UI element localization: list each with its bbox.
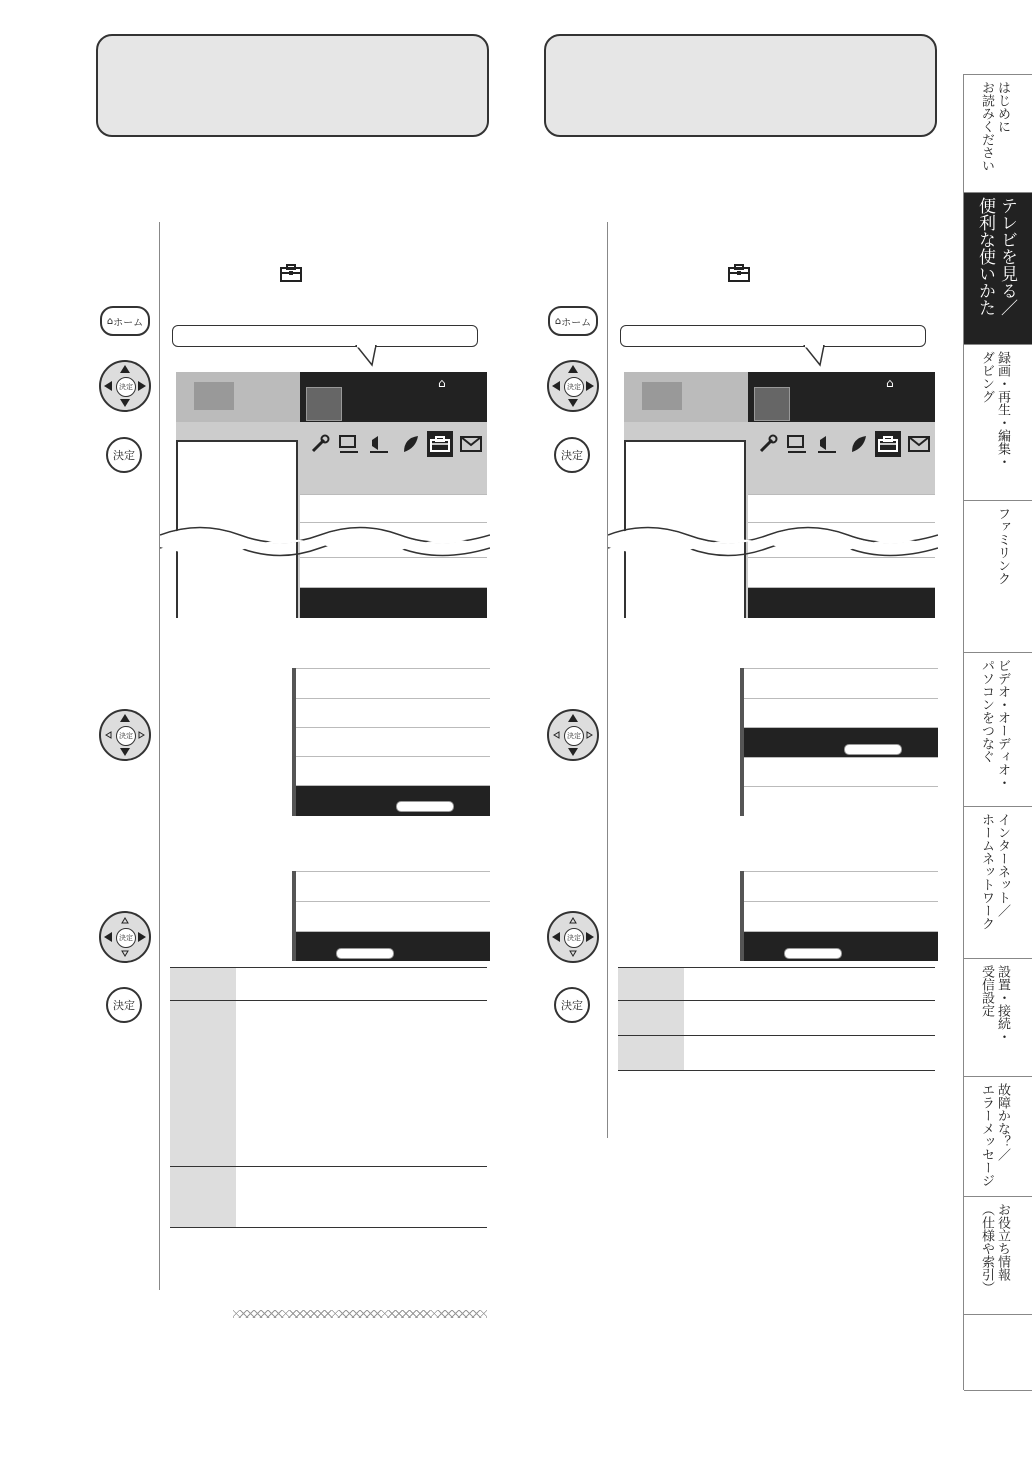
- callout-tail: [354, 345, 378, 367]
- list-item[interactable]: [744, 786, 938, 816]
- list-item[interactable]: [744, 871, 938, 902]
- settings-thumb: [306, 387, 342, 421]
- home-icon: ⌂: [106, 315, 114, 327]
- side-tab-blank: [964, 1314, 1032, 1391]
- menu-row-selected[interactable]: [748, 587, 935, 618]
- table-row-header: [618, 1036, 684, 1070]
- home-button[interactable]: ⌂ ホーム: [548, 306, 598, 336]
- value-pill: [396, 801, 454, 812]
- value-pill: [844, 744, 902, 755]
- left-step-divider: [159, 222, 160, 1290]
- table-row-header: [170, 1001, 236, 1166]
- leaf-icon: [848, 434, 868, 454]
- side-tab-video-audio[interactable]: ビデオ・オーディオ・ パソコンをつなぐ: [964, 652, 1032, 807]
- side-tab-famirink[interactable]: ファミリンク: [964, 500, 1032, 653]
- list-item-selected[interactable]: [744, 931, 938, 961]
- list-item-selected[interactable]: [296, 931, 490, 961]
- dpad-center[interactable]: 決定: [116, 377, 136, 397]
- option-list-1: [292, 668, 490, 816]
- wrench-icon: [310, 434, 330, 454]
- toolbox-icon: [430, 436, 450, 452]
- callout-tail: [802, 345, 826, 367]
- network-thumb: [642, 382, 682, 410]
- wrench-icon: [758, 434, 778, 454]
- wave-break: [608, 520, 938, 560]
- dpad-arrows-icon: [549, 711, 597, 759]
- dpad-center[interactable]: 決定: [116, 726, 136, 746]
- list-item[interactable]: [744, 901, 938, 932]
- home-button[interactable]: ⌂ ホーム: [100, 306, 150, 336]
- dpad-center[interactable]: 決定: [116, 928, 136, 948]
- dpad-button[interactable]: [547, 360, 599, 412]
- value-pill: [336, 948, 394, 959]
- side-tab-setup[interactable]: 設置・接続・ 受信設定: [964, 958, 1032, 1077]
- right-step-divider: [607, 222, 608, 1138]
- dpad-button[interactable]: [547, 709, 599, 761]
- menu-row[interactable]: [748, 494, 935, 523]
- option-list-2: [740, 871, 938, 961]
- menu-row[interactable]: [300, 494, 487, 523]
- side-tab-intro[interactable]: はじめに お読みください: [964, 74, 1032, 193]
- speaker-icon: [368, 434, 390, 456]
- list-item[interactable]: [744, 668, 938, 699]
- dpad-button[interactable]: [99, 360, 151, 412]
- list-item[interactable]: [744, 698, 938, 728]
- toolbox-icon: [280, 264, 302, 282]
- dpad-arrows-icon: [549, 362, 597, 410]
- home-mark-icon: ⌂: [438, 376, 446, 390]
- monitor-icon: [338, 434, 360, 456]
- dpad-center[interactable]: 決定: [564, 928, 584, 948]
- table-rule: [170, 1227, 487, 1228]
- dpad-center[interactable]: 決定: [564, 377, 584, 397]
- enter-button[interactable]: 決定: [106, 987, 142, 1023]
- dpad-arrows-icon: [101, 913, 149, 961]
- dpad-button[interactable]: [99, 709, 151, 761]
- dpad-center[interactable]: 決定: [564, 726, 584, 746]
- toolbox-icon: [728, 264, 750, 282]
- speaker-icon: [816, 434, 838, 456]
- dpad-arrows-icon: [101, 711, 149, 759]
- home-menu-screen: [176, 372, 487, 618]
- list-item[interactable]: [296, 901, 490, 932]
- wave-break: [160, 520, 490, 560]
- left-title-box: [96, 34, 489, 137]
- mail-icon: [908, 436, 930, 452]
- callout-box: [172, 325, 478, 347]
- decorative-divider: [233, 1310, 487, 1318]
- menu-row-selected[interactable]: [300, 587, 487, 618]
- value-pill: [784, 948, 842, 959]
- callout-box: [620, 325, 926, 347]
- table-row-header: [170, 1167, 236, 1227]
- icon-bar: [300, 422, 487, 494]
- table-row-header: [618, 1001, 684, 1035]
- network-thumb: [194, 382, 234, 410]
- side-tab-tv[interactable]: テレビを見る／ 便利な使いかた: [964, 192, 1032, 345]
- side-tab-recording[interactable]: 録画・再生・編集・ ダビング: [964, 344, 1032, 501]
- side-tab-internet[interactable]: インターネット／ ホームネットワーク: [964, 806, 1032, 959]
- menu-row[interactable]: [300, 557, 487, 588]
- enter-button[interactable]: 決定: [106, 437, 142, 473]
- dpad-arrows-icon: [549, 913, 597, 961]
- leaf-icon: [400, 434, 420, 454]
- dpad-button[interactable]: [99, 911, 151, 963]
- list-item[interactable]: [296, 727, 490, 757]
- enter-button[interactable]: 決定: [554, 987, 590, 1023]
- monitor-icon: [786, 434, 808, 456]
- table-row-header: [618, 968, 684, 1000]
- home-mark-icon: ⌂: [886, 376, 894, 390]
- home-icon: ⌂: [554, 315, 562, 327]
- dpad-button[interactable]: [547, 911, 599, 963]
- list-item[interactable]: [296, 668, 490, 699]
- option-list-1: [740, 668, 938, 816]
- list-item[interactable]: [296, 756, 490, 786]
- option-list-2: [292, 871, 490, 961]
- list-item-selected[interactable]: [744, 727, 938, 758]
- table-row-header: [170, 968, 236, 1000]
- settings-thumb: [754, 387, 790, 421]
- mail-icon: [460, 436, 482, 452]
- menu-row[interactable]: [748, 557, 935, 588]
- enter-button[interactable]: 決定: [554, 437, 590, 473]
- toolbox-icon: [878, 436, 898, 452]
- dpad-arrows-icon: [101, 362, 149, 410]
- list-item-selected[interactable]: [296, 785, 490, 816]
- list-item[interactable]: [296, 698, 490, 728]
- table-rule: [618, 1070, 935, 1071]
- side-tab-trouble[interactable]: 故障かな？／ エラーメッセージ: [964, 1076, 1032, 1197]
- side-tab-info[interactable]: お役立ち情報 （仕様や索引）: [964, 1196, 1032, 1315]
- list-item[interactable]: [296, 871, 490, 902]
- icon-bar: [748, 422, 935, 494]
- home-menu-screen: [624, 372, 935, 618]
- list-item[interactable]: [744, 757, 938, 787]
- right-title-box: [544, 34, 937, 137]
